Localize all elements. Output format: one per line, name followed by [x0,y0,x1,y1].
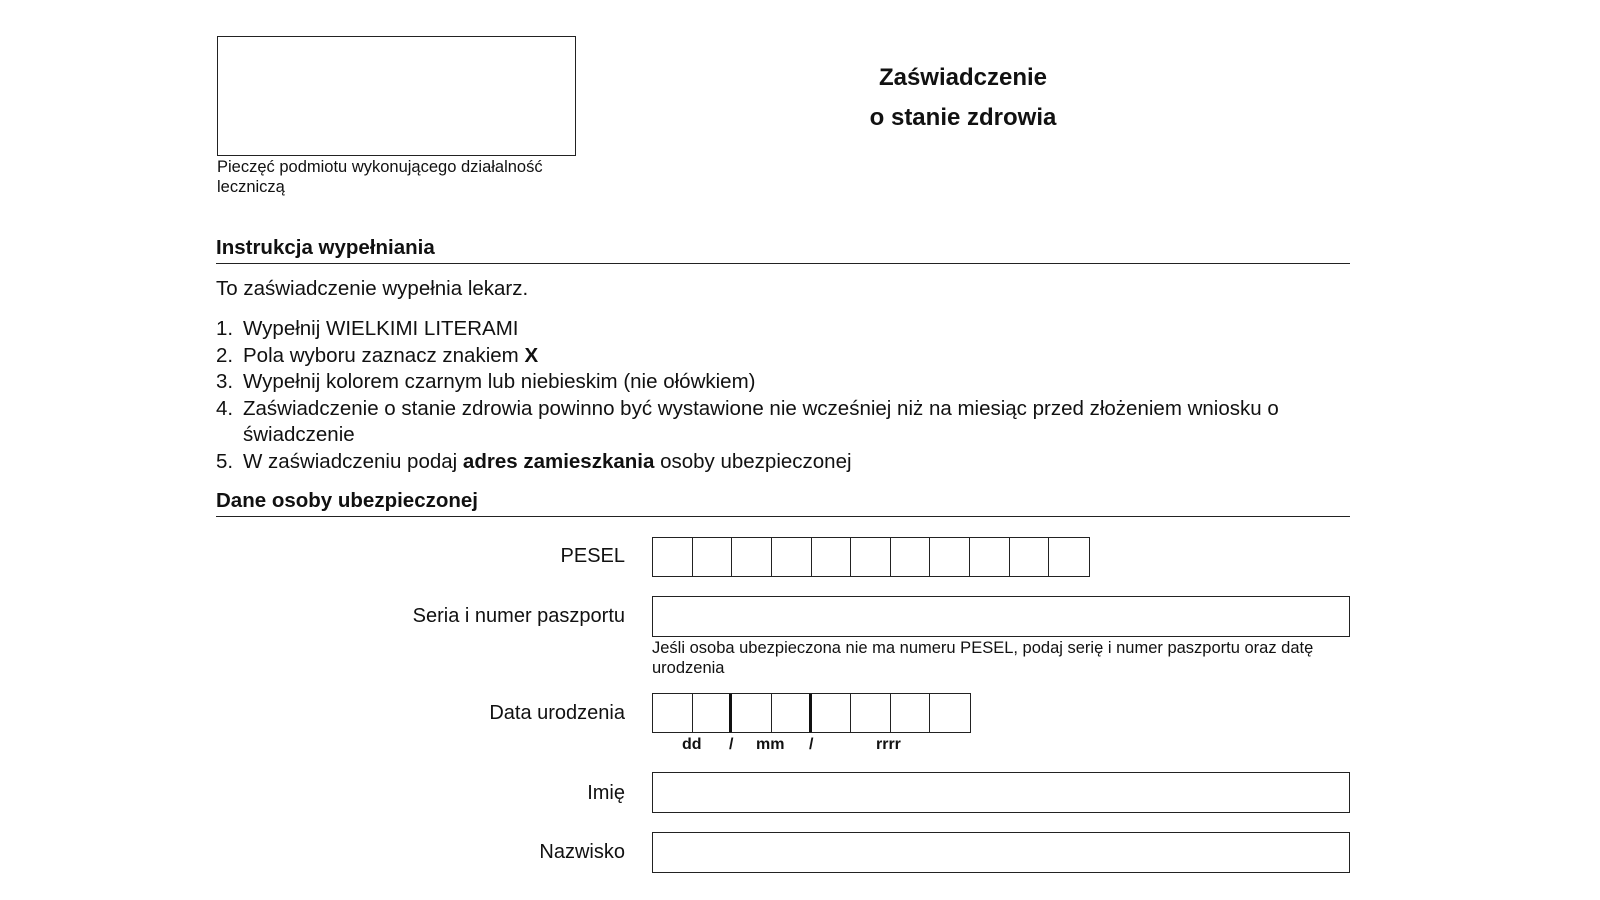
last-name-label: Nazwisko [539,841,625,863]
stamp-box [217,36,576,156]
birth-date-input[interactable] [652,693,971,733]
item-text: Wypełnij WIELKIMI LITERAMI [243,317,519,340]
item-text: Pola wyboru zaznacz znakiem X [243,343,539,367]
item-number: 1. [216,317,234,340]
list-item [216,343,1356,370]
passport-input[interactable] [652,596,1350,637]
stamp-caption: Pieczęć podmiotu wykonującego działalność leczniczą [217,158,543,196]
last-name-input[interactable] [652,832,1350,873]
item-text: W zaświadczeniu podaj adres zamieszkania osoby ubezpieczonej [243,449,852,473]
first-name-input[interactable] [652,772,1350,813]
instructions-intro: To zaświadczenie wypełnia lekarz. [216,277,529,300]
item-text: Wypełnij kolorem czarnym lub niebieskim (nie ołówkiem) [243,370,756,394]
item-text: Zaświadczenie o stanie zdrowia powinno być wystawione nie wcześniej niż na miesiąc przed złożeniem wniosku o świadczenie [243,396,1279,447]
title-line-1: Zaświadczenie [878,64,1048,91]
pesel-label: PESEL [560,545,625,567]
passport-label: Seria i numer paszportu [412,605,625,627]
item-number: 4. [216,396,234,420]
pesel-input[interactable] [652,537,1090,577]
instructions-heading: Instrukcja wypełniania [216,236,1350,264]
item-number: 3. [216,370,234,394]
list-item [216,449,1356,476]
date-mm-hint: mm [756,736,785,753]
passport-note: Jeśli osoba ubezpieczona nie ma numeru PESEL, podaj serię i numer paszportu oraz datę urodzenia [652,639,1314,677]
list-item [216,369,1356,396]
date-yyyy-hint: rrrr [876,736,901,753]
first-name-label: Imię [587,782,625,804]
birth-date-label: Data urodzenia [489,702,625,724]
list-item [216,396,1356,449]
page-title [760,58,1166,138]
date-sep: / [729,736,734,753]
item-number: 5. [216,449,234,473]
item-number: 2. [216,343,234,367]
list-item [216,316,1356,343]
date-sep: / [809,736,814,753]
date-dd-hint: dd [682,736,702,753]
insured-heading: Dane osoby ubezpieczonej [216,489,1350,517]
title-line-2: o stanie zdrowia [869,104,1057,131]
instructions-list [216,316,1356,476]
